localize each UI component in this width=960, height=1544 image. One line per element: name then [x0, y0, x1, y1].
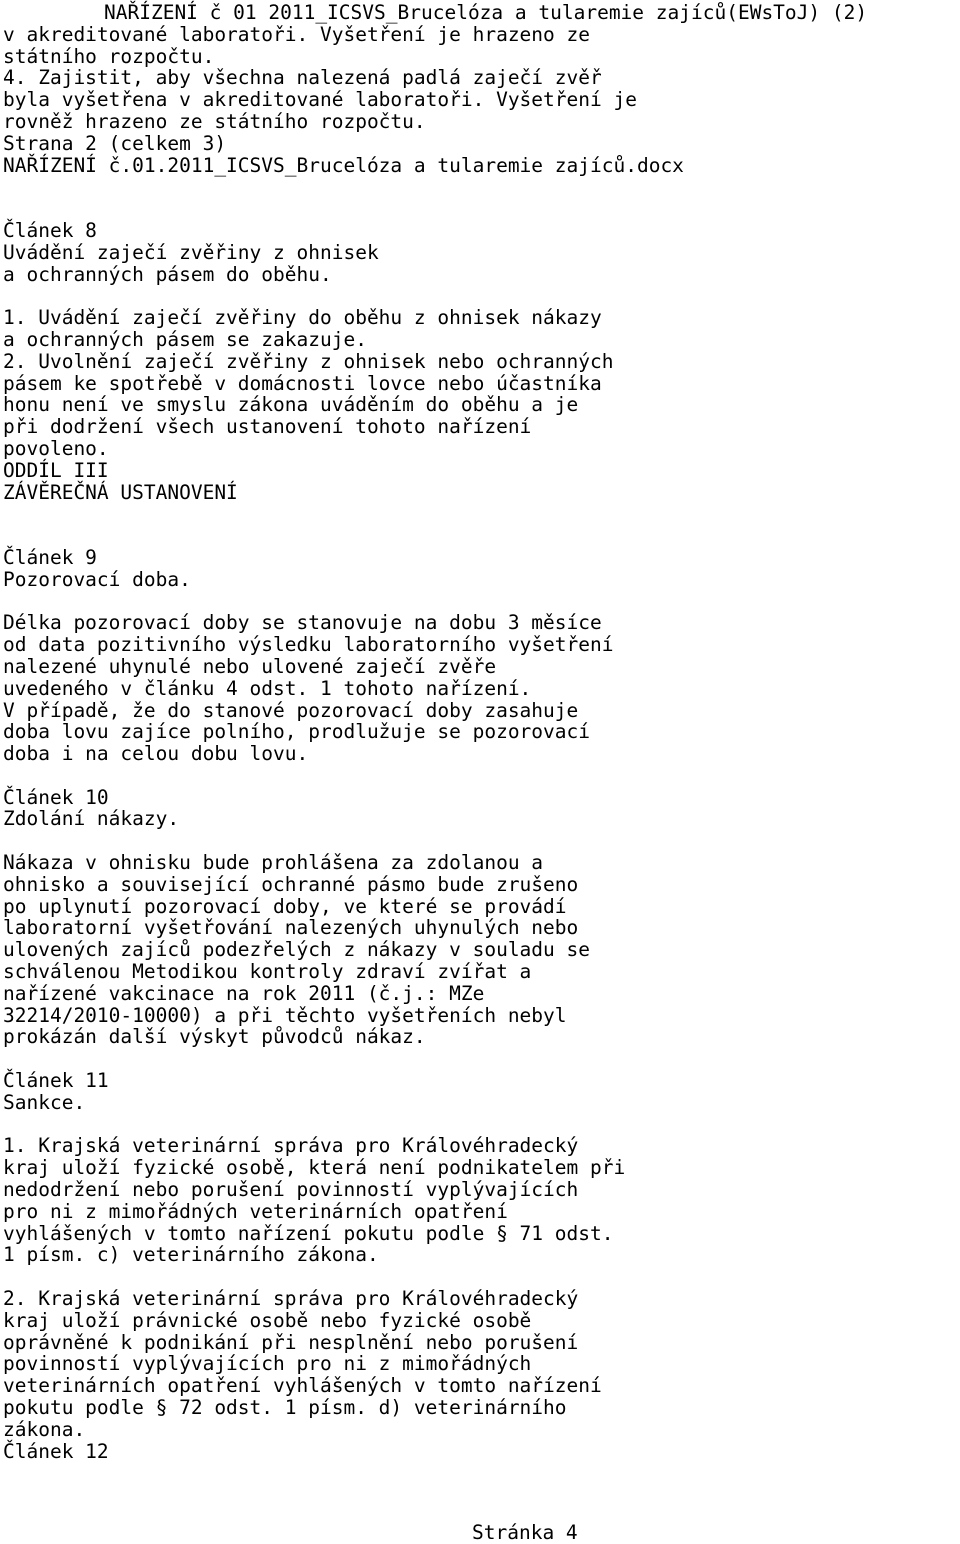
article-11-heading: Článek 11 — [3, 1069, 109, 1093]
text-line: Nákaza v ohnisku bude prohlášena za zdolanou a — [3, 851, 544, 875]
text-line: pásem ke spotřebě v domácnosti lovce nebo účastníka — [3, 371, 602, 395]
text-line: pro ni z mimořádných veterinárních opatření — [3, 1199, 508, 1223]
article-8-title: Uvádění zaječí zvěřiny z ohnisek — [3, 240, 379, 264]
text-line: uvedeného v článku 4 odst. 1 tohoto nařízení. — [3, 676, 532, 700]
text-line: kraj uloží fyzické osobě, která není podnikatelem při — [3, 1156, 626, 1180]
text-line: po uplynutí pozorovací doby, ve které se provádí — [3, 894, 567, 918]
text-line: prokázán další výskyt původců nákaz. — [3, 1025, 426, 1049]
text-line: 32214/2010-10000) a při těchto vyšetřeních nebyl — [3, 1003, 567, 1027]
text-line: doba lovu zajíce polního, prodlužuje se pozorovací — [3, 720, 590, 744]
section-title: ZÁVĚREČNÁ USTANOVENÍ — [3, 480, 238, 504]
text-line: Délka pozorovací doby se stanovuje na dobu 3 měsíce — [3, 611, 602, 635]
article-9-heading: Článek 9 — [3, 545, 97, 569]
text-line: rovněž hrazeno ze státního rozpočtu. — [3, 109, 426, 133]
text-line: nedodržení nebo porušení povinností vyplývajících — [3, 1178, 579, 1202]
text-line: vyhlášených v tomto nařízení pokutu podle § 71 odst. — [3, 1221, 614, 1245]
text-line: 2. Krajská veterinární správa pro Královéhradecký — [3, 1287, 579, 1311]
text-line: doba i na celou dobu lovu. — [3, 742, 309, 766]
text-line: nalezené uhynulé nebo ulovené zaječí zvěře — [3, 654, 497, 678]
text-line: zákona. — [3, 1417, 86, 1441]
text-line: kraj uloží právnické osobě nebo fyzické osobě — [3, 1308, 532, 1332]
text-line: honu není ve smyslu zákona uváděním do oběhu a je — [3, 393, 579, 417]
text-line: byla vyšetřena v akreditované laboratoři. Vyšetření je — [3, 88, 637, 112]
article-10-title: Zdolání nákazy. — [3, 807, 180, 831]
text-line: laboratorní vyšetřování nalezených uhynulých nebo — [3, 916, 579, 940]
page-number: Stránka 4 — [472, 1521, 578, 1544]
text-line: schválenou Metodikou kontroly zdraví zvířat a — [3, 960, 532, 984]
text-line: veterinárních opatření vyhlášených v tomto nařízení — [3, 1374, 602, 1398]
document-title: NAŘÍZENÍ č 01 2011_ICSVS_Brucelóza a tularemie zajíců(EWsToJ) (2) — [104, 1, 868, 24]
text-line: V případě, že do stanové pozorovací doby zasahuje — [3, 698, 579, 722]
text-line: pokutu podle § 72 odst. 1 písm. d) veterinárního — [3, 1396, 567, 1419]
text-line: státního rozpočtu. — [3, 44, 215, 68]
text-line: oprávněné k podnikání při nesplnění nebo porušení — [3, 1330, 579, 1354]
text-line: 1. Krajská veterinární správa pro Královéhradecký — [3, 1134, 579, 1158]
page-counter: Strana 2 (celkem 3) — [3, 131, 227, 155]
text-line: ohnisko a související ochranné pásmo bude zrušeno — [3, 872, 579, 896]
article-8-title: a ochranných pásem do oběhu. — [3, 262, 332, 286]
file-name: NAŘÍZENÍ č.01.2011_ICSVS_Brucelóza a tularemie zajíců.docx — [3, 153, 684, 177]
text-line: nařízené vakcinace na rok 2011 (č.j.: MZe — [3, 981, 485, 1005]
text-line: v akreditované laboratoři. Vyšetření je hrazeno ze — [3, 22, 590, 46]
text-line: od data pozitivního výsledku laboratorního vyšetření — [3, 633, 614, 657]
article-8-heading: Článek 8 — [3, 218, 97, 242]
document-page — [3, 2, 957, 1462]
text-line: při dodržení všech ustanovení tohoto nařízení — [3, 415, 532, 439]
text-line: povoleno. — [3, 436, 109, 460]
text-line: 1. Uvádění zaječí zvěřiny do oběhu z ohnisek nákazy — [3, 306, 602, 330]
text-line: ulovených zajíců podezřelých z nákazy v souladu se — [3, 938, 590, 962]
article-9-title: Pozorovací doba. — [3, 567, 191, 591]
article-10-heading: Článek 10 — [3, 785, 109, 809]
text-line: 1 písm. c) veterinárního zákona. — [3, 1243, 379, 1267]
article-11-title: Sankce. — [3, 1090, 86, 1114]
section-label: ODDÍL III — [3, 458, 109, 482]
article-12-heading: Článek 12 — [3, 1439, 109, 1463]
text-line: 4. Zajistit, aby všechna nalezená padlá zaječí zvěř — [3, 66, 602, 90]
text-line: a ochranných pásem se zakazuje. — [3, 327, 367, 351]
text-line: povinností vyplývajících pro ni z mimořádných — [3, 1352, 532, 1376]
text-line: 2. Uvolnění zaječí zvěřiny z ohnisek nebo ochranných — [3, 349, 614, 373]
